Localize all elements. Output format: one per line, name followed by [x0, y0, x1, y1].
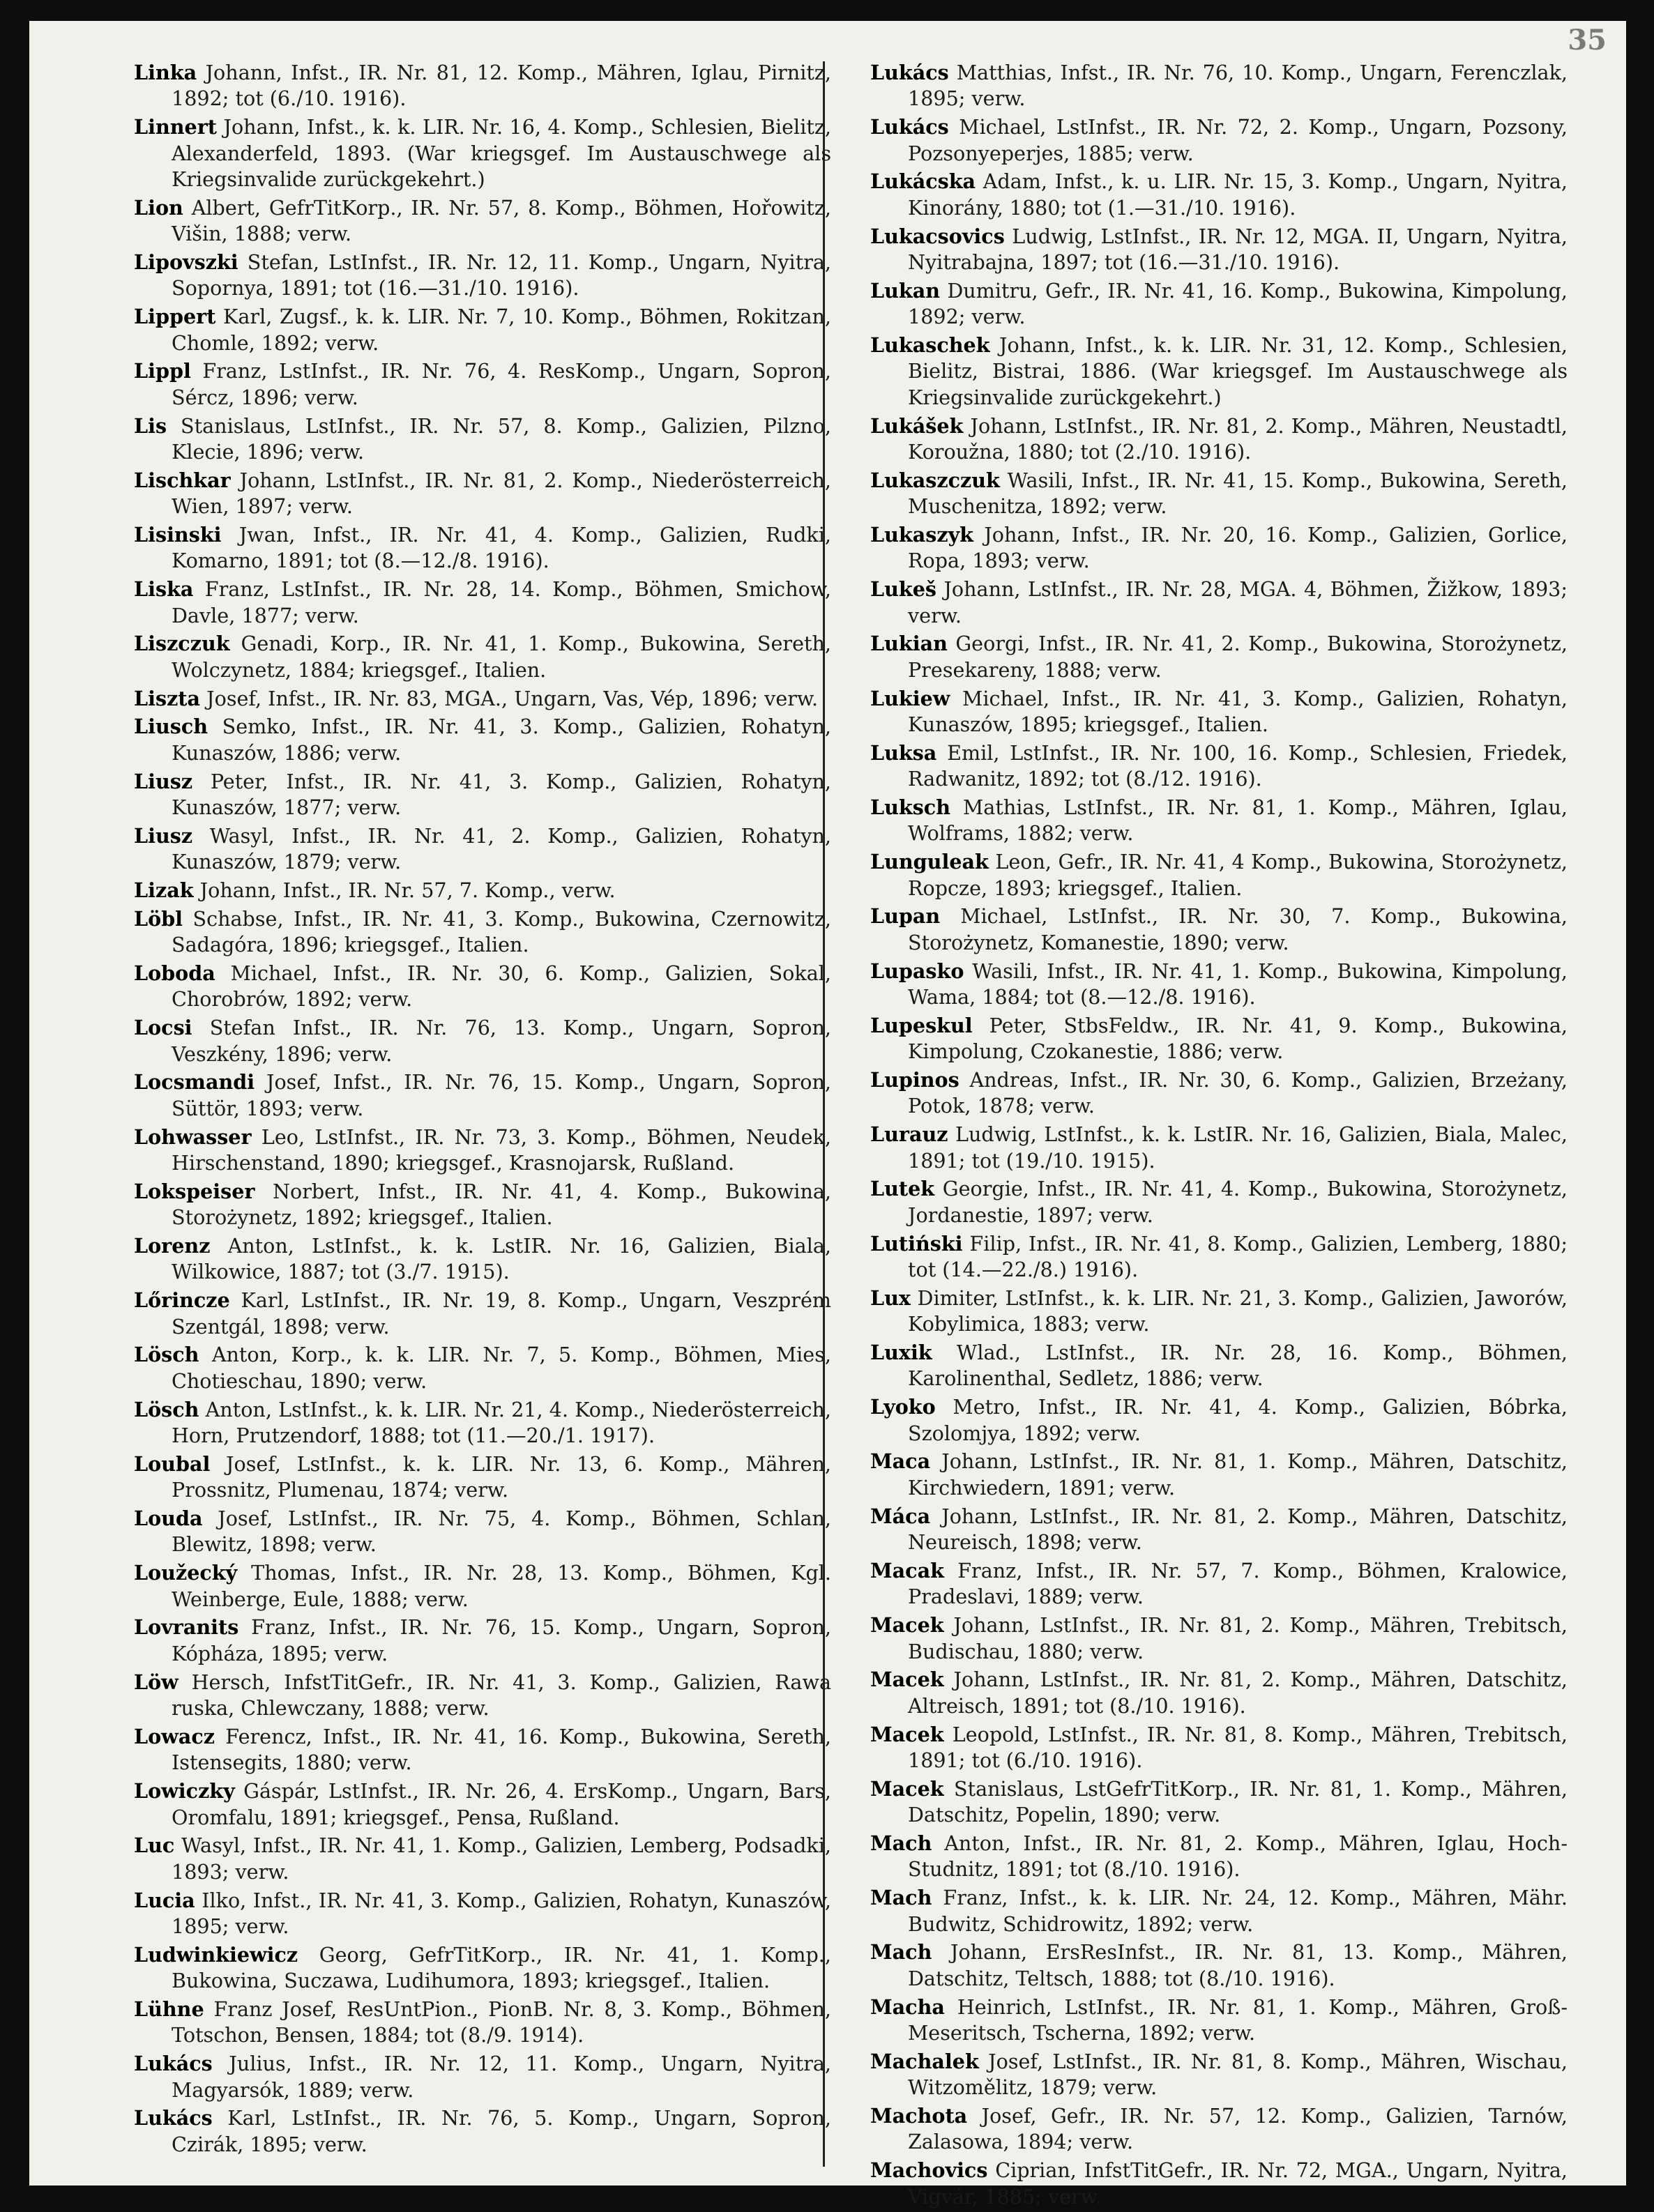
entry-details: Anton, Korp., k. k. LIR. Nr. 7, 5. Komp., Böhmen, Mies, Chotieschau, 1890; verw.	[172, 1343, 831, 1393]
entry-details: Ludwig, LstInfst., k. k. LstIR. Nr. 16, Galizien, Biala, Malec, 1891; tot (19./10. 1915).	[908, 1122, 1568, 1173]
entry-surname: Lösch	[134, 1343, 199, 1367]
register-entry	[870, 1067, 1568, 1120]
entry-surname: Lyoko	[870, 1395, 936, 1419]
entry-surname: Lunguleak	[870, 850, 989, 874]
entry-details: Metro, Infst., IR. Nr. 41, 4. Komp., Galizien, Bóbrka, Szolomjya, 1892; verw.	[908, 1395, 1568, 1445]
register-entry	[870, 468, 1568, 520]
entry-details: Dimiter, LstInfst., k. k. LIR. Nr. 21, 3. Komp., Galizien, Jaworów, Kobylimica, 1883; verw.	[908, 1286, 1568, 1336]
register-entry	[134, 577, 831, 629]
entry-details: Anton, LstInfst., k. k. LstIR. Nr. 16, Galizien, Biala, Wilkowice, 1887; tot (3./7. 1915).	[172, 1234, 831, 1284]
entry-details: Anton, LstInfst., k. k. LIR. Nr. 21, 4. Komp., Niederösterreich, Horn, Prutzendorf, 1888; tot (11.—20./1. 1917).	[172, 1397, 831, 1448]
entry-details: Franz, Infst., k. k. LIR. Nr. 24, 12. Komp., Mähren, Mähr. Budwitz, Schidrowitz, 1892; verw.	[908, 1886, 1568, 1936]
register-entry	[870, 631, 1568, 683]
entry-details: Stefan Infst., IR. Nr. 76, 13. Komp., Ungarn, Sopron, Veszkény, 1896; verw.	[172, 1016, 831, 1066]
entry-details: Dumitru, Gefr., IR. Nr. 41, 16. Komp., Bukowina, Kimpolung, 1892; verw.	[908, 278, 1568, 329]
entry-details: Leon, Gefr., IR. Nr. 41, 4 Komp., Bukowina, Storożynetz, Ropcze, 1893; kriegsgef., Italien.	[908, 850, 1568, 900]
register-entry	[134, 1670, 831, 1722]
entry-surname: Lucia	[134, 1888, 195, 1912]
register-entry	[134, 1069, 831, 1122]
entry-details: Ilko, Infst., IR. Nr. 41, 3. Komp., Galizien, Rohatyn, Kunaszów, 1895; verw.	[172, 1888, 831, 1938]
entry-surname: Luxik	[870, 1341, 932, 1365]
register-entry	[134, 1833, 831, 1885]
register-entry	[870, 2103, 1568, 2156]
entry-details: Johann, ErsResInfst., IR. Nr. 81, 13. Komp., Mähren, Datschitz, Teltsch, 1888; tot (8./10. 1916).	[908, 1940, 1568, 1990]
left-column	[134, 60, 831, 2160]
entry-surname: Lupan	[870, 904, 941, 929]
entry-surname: Lukaschek	[870, 333, 990, 358]
entry-surname: Luksa	[870, 740, 937, 765]
entry-details: Michael, Infst., IR. Nr. 41, 3. Komp., Galizien, Rohatyn, Kunaszów, 1895; kriegsgef., Italien.	[908, 686, 1568, 737]
entry-surname: Lutiński	[870, 1231, 963, 1256]
entry-details: Julius, Infst., IR. Nr. 12, 11. Komp., Ungarn, Nyitra, Magyarsók, 1889; verw.	[172, 2052, 831, 2102]
entry-surname: Luc	[134, 1833, 175, 1858]
entry-details: Johann, Infst., k. k. LIR. Nr. 31, 12. Komp., Schlesien, Bielitz, Bistrai, 1886. (War kriegsgef. Im Austauschwege als Kriegsinvalide zurückgekehrt.)	[908, 333, 1568, 409]
entry-details: Josef, Infst., IR. Nr. 83, MGA., Ungarn, Vas, Vép, 1896; verw.	[200, 686, 819, 710]
entry-surname: Locsi	[134, 1016, 192, 1040]
entry-surname: Luksch	[870, 795, 951, 820]
register-entry	[134, 769, 831, 821]
entry-details: Andreas, Infst., IR. Nr. 30, 6. Komp., Galizien, Brzeżany, Potok, 1878; verw.	[908, 1068, 1568, 1118]
entry-surname: Locsmandi	[134, 1070, 255, 1094]
register-entry	[134, 1615, 831, 1667]
entry-surname: Lupeskul	[870, 1013, 973, 1037]
entry-surname: Lőrincze	[134, 1288, 230, 1313]
entry-details: Ferencz, Infst., IR. Nr. 41, 16. Komp., Bukowina, Sereth, Istensegits, 1880; verw.	[172, 1724, 831, 1775]
entry-details: Georgi, Infst., IR. Nr. 41, 2. Komp., Bukowina, Storożynetz, Presekareny, 1888; verw.	[908, 632, 1568, 682]
entry-surname: Lukan	[870, 278, 941, 303]
entry-details: Josef, LstInfst., IR. Nr. 81, 8. Komp., Mähren, Wischau, Witzomělitz, 1879; verw.	[908, 2049, 1568, 2100]
entry-surname: Macak	[870, 1558, 944, 1582]
entry-details: Hersch, InfstTitGefr., IR. Nr. 41, 3. Komp., Galizien, Rawa ruska, Chlewczany, 1888; verw.	[172, 1670, 831, 1721]
register-entry	[134, 823, 831, 876]
register-entry	[134, 2105, 831, 2158]
register-entry	[870, 2049, 1568, 2101]
entry-details: Josef, Infst., IR. Nr. 76, 15. Komp., Ungarn, Sopron, Süttör, 1893; verw.	[172, 1070, 831, 1120]
entry-surname: Liusch	[134, 715, 208, 739]
entry-surname: Lippl	[134, 359, 191, 383]
register-entry	[870, 333, 1568, 411]
register-entry	[134, 1342, 831, 1394]
entry-details: Norbert, Infst., IR. Nr. 41, 4. Komp., Bukowina, Storożynetz, 1892; kriegsgef., Italien.	[172, 1179, 831, 1230]
entry-details: Johann, LstInfst., IR. Nr. 81, 2. Komp., Mähren, Neustadtl, Koroužna, 1880; tot (2./10. 1916).	[908, 413, 1568, 464]
entry-surname: Mach	[870, 1940, 932, 1965]
entry-surname: Lukian	[870, 632, 948, 656]
entry-details: Michael, Infst., IR. Nr. 30, 6. Komp., Galizien, Sokal, Chorobrów, 1892; verw.	[172, 961, 831, 1012]
register-entry	[134, 1506, 831, 1558]
entry-surname: Lukaszczuk	[870, 468, 1000, 492]
entry-details: Heinrich, LstInfst., IR. Nr. 81, 1. Komp., Mähren, Groß-Meseritsch, Tscherna, 1892; verw.	[908, 1994, 1568, 2045]
register-entry	[134, 358, 831, 411]
register-entry	[870, 1231, 1568, 1283]
register-entry	[134, 1888, 831, 1940]
register-entry	[870, 224, 1568, 276]
entry-details: Ciprian, InfstTitGefr., IR. Nr. 72, MGA., Ungarn, Nyitra, Vigvár, 1885; verw.	[908, 2158, 1568, 2209]
entry-details: Emil, LstInfst., IR. Nr. 100, 16. Komp., Schlesien, Friedek, Radwanitz, 1892; tot (8./12. 1916).	[908, 740, 1568, 791]
entry-surname: Lukács	[870, 115, 949, 139]
entry-surname: Lukácska	[870, 169, 976, 194]
entry-details: Peter, Infst., IR. Nr. 41, 3. Komp., Galizien, Rohatyn, Kunaszów, 1877; verw.	[172, 769, 831, 820]
entry-surname: Lukiew	[870, 686, 950, 710]
entry-details: Franz, LstInfst., IR. Nr. 28, 14. Komp., Böhmen, Smichow, Davle, 1877; verw.	[172, 577, 831, 627]
entry-surname: Löw	[134, 1670, 179, 1694]
entry-details: Johann, Infst., IR. Nr. 81, 12. Komp., Mähren, Iglau, Pirnitz, 1892; tot (6./10. 1916).	[172, 61, 831, 111]
entry-details: Franz, LstInfst., IR. Nr. 76, 4. ResKomp., Ungarn, Sopron, Sércz, 1896; verw.	[172, 359, 831, 409]
register-entry	[134, 878, 831, 903]
entry-surname: Ludwinkiewicz	[134, 1942, 298, 1967]
register-entry	[870, 959, 1568, 1011]
register-entry	[134, 1451, 831, 1504]
register-entry	[870, 1176, 1568, 1228]
register-entry	[870, 903, 1568, 956]
entry-details: Wasili, Infst., IR. Nr. 41, 1. Komp., Bukowina, Kimpolung, Wama, 1884; tot (8.—12./8. 1916).	[908, 959, 1568, 1009]
entry-surname: Loubal	[134, 1451, 211, 1476]
entry-surname: Machovics	[870, 2158, 988, 2183]
entry-surname: Lohwasser	[134, 1124, 252, 1149]
register-entry	[870, 1394, 1568, 1447]
register-entry	[870, 1776, 1568, 1829]
register-entry	[870, 1667, 1568, 1719]
entry-surname: Mach	[870, 1831, 932, 1855]
register-entry	[134, 195, 831, 247]
entry-surname: Liusz	[134, 769, 193, 793]
register-entry	[134, 1397, 831, 1449]
register-entry	[134, 522, 831, 574]
entry-details: Johann, LstInfst., IR. Nr. 81, 2. Komp., Mähren, Datschitz, Altreisch, 1891; tot (8./10. 1916).	[908, 1668, 1568, 1718]
entry-surname: Lukács	[134, 2052, 213, 2076]
entry-details: Mathias, LstInfst., IR. Nr. 81, 1. Komp., Mähren, Iglau, Wolframs, 1882; verw.	[908, 795, 1568, 846]
entry-surname: Lowacz	[134, 1724, 215, 1748]
entry-details: Karl, LstInfst., IR. Nr. 19, 8. Komp., Ungarn, Veszprém Szentgál, 1898; verw.	[172, 1288, 831, 1338]
entry-surname: Loužecký	[134, 1561, 238, 1585]
entry-surname: Linka	[134, 61, 197, 84]
entry-surname: Liska	[134, 577, 194, 602]
entry-surname: Macek	[870, 1776, 944, 1801]
entry-surname: Lippert	[134, 305, 216, 329]
entry-details: Filip, Infst., IR. Nr. 41, 8. Komp., Galizien, Lemberg, 1880; tot (14.—22./8.) 1916).	[908, 1231, 1568, 1282]
register-entry	[870, 413, 1568, 466]
register-entry	[870, 849, 1568, 901]
entry-surname: Lukaszyk	[870, 523, 973, 547]
right-column	[870, 60, 1568, 2212]
entry-details: Johann, LstInfst., IR. Nr. 81, 2. Komp., Niederösterreich, Wien, 1897; verw.	[172, 468, 831, 519]
entry-surname: Lukács	[134, 2106, 213, 2130]
entry-surname: Lurauz	[870, 1122, 948, 1147]
entry-details: Johann, LstInfst., IR. Nr. 81, 2. Komp., Mähren, Datschitz, Neureisch, 1898; verw.	[908, 1504, 1568, 1555]
entry-details: Stefan, LstInfst., IR. Nr. 12, 11. Komp., Ungarn, Nyitra, Sopornya, 1891; tot (16.—31./10. 1916).	[172, 250, 831, 300]
entry-details: Peter, StbsFeldw., IR. Nr. 41, 9. Komp., Bukowina, Kimpolung, Czokanestie, 1886; verw.	[908, 1013, 1568, 1064]
entry-surname: Machalek	[870, 2049, 979, 2073]
entry-surname: Lukeš	[870, 577, 936, 602]
entry-surname: Macek	[870, 1668, 944, 1692]
entry-details: Josef, LstInfst., k. k. LIR. Nr. 13, 6. Komp., Mähren, Prossnitz, Plumenau, 1874; verw.	[172, 1451, 831, 1502]
register-entry	[870, 1286, 1568, 1338]
entry-details: Franz Josef, ResUntPion., PionB. Nr. 8, 3. Komp., Böhmen, Totschon, Bensen, 1884; tot (8./9. 1914).	[172, 1997, 831, 2047]
entry-surname: Lukášek	[870, 413, 964, 438]
register-entry	[134, 906, 831, 959]
entry-details: Johann, Infst., IR. Nr. 20, 16. Komp., Galizien, Gorlice, Ropa, 1893; verw.	[908, 523, 1568, 573]
register-entry	[134, 1560, 831, 1612]
register-entry	[870, 1885, 1568, 1937]
register-entry	[870, 522, 1568, 574]
entry-surname: Lipovszki	[134, 250, 238, 275]
entry-details: Johann, Infst., k. k. LIR. Nr. 16, 4. Komp., Schlesien, Bielitz, Alexanderfeld, 1893. (War kriegsgef. Im Austauschwege als Kriegsinvalide zurückgekehrt.)	[172, 115, 831, 192]
register-entry	[870, 795, 1568, 847]
register-entry	[134, 1233, 831, 1286]
register-entry	[134, 1778, 831, 1831]
entry-details: Ludwig, LstInfst., IR. Nr. 12, MGA. II, Ungarn, Nyitra, Nyitrabajna, 1897; tot (16.—31./10. 1916).	[908, 224, 1568, 275]
register-entry	[134, 2051, 831, 2103]
entry-surname: Lis	[134, 413, 167, 438]
register-entry	[134, 686, 831, 712]
entry-details: Stanislaus, LstInfst., IR. Nr. 57, 8. Komp., Galizien, Pilzno, Klecie, 1896; verw.	[167, 413, 831, 464]
entry-details: Wlad., LstInfst., IR. Nr. 28, 16. Komp., Böhmen, Karolinenthal, Sedletz, 1886; verw.	[908, 1341, 1568, 1391]
register-entry	[870, 169, 1568, 221]
entry-surname: Macha	[870, 1994, 945, 2019]
entry-details: Wasyl, Infst., IR. Nr. 41, 1. Komp., Galizien, Lemberg, Podsadki, 1893; verw.	[172, 1833, 831, 1884]
entry-surname: Lühne	[134, 1997, 204, 2021]
register-entry	[870, 1558, 1568, 1610]
entry-details: Johann, LstInfst., IR. Nr. 81, 2. Komp., Mähren, Trebitsch, Budischau, 1880; verw.	[908, 1613, 1568, 1663]
entry-surname: Lukacsovics	[870, 224, 1005, 248]
register-entry	[870, 1939, 1568, 1992]
entry-surname: Liszczuk	[134, 632, 230, 656]
entry-surname: Macek	[870, 1613, 944, 1638]
entry-details: Wasili, Infst., IR. Nr. 41, 15. Komp., Bukowina, Sereth, Muschenitza, 1892; verw.	[908, 468, 1568, 519]
entry-surname: Mach	[870, 1886, 932, 1910]
entry-surname: Lutek	[870, 1177, 935, 1201]
register-entry	[870, 1612, 1568, 1665]
register-entry	[870, 278, 1568, 330]
register-entry	[870, 1122, 1568, 1174]
entry-details: Michael, LstInfst., IR. Nr. 72, 2. Komp., Ungarn, Pozsony, Pozsonyeperjes, 1885; verw.	[908, 115, 1568, 165]
register-entry	[134, 1015, 831, 1067]
entry-surname: Macek	[870, 1722, 944, 1746]
register-entry	[134, 1288, 831, 1340]
register-entry	[870, 1449, 1568, 1501]
entry-surname: Liusz	[134, 823, 193, 848]
entry-surname: Lupasko	[870, 959, 964, 983]
entry-details: Jwan, Infst., IR. Nr. 41, 4. Komp., Galizien, Rudki, Komarno, 1891; tot (8.—12./8. 1916).	[172, 523, 831, 573]
entry-surname: Lisinski	[134, 523, 222, 547]
entry-details: Schabse, Infst., IR. Nr. 41, 3. Komp., Bukowina, Czernowitz, Sadagóra, 1896; kriegsgef., Italien.	[172, 906, 831, 957]
entry-surname: Lux	[870, 1286, 911, 1310]
entry-details: Adam, Infst., k. u. LIR. Nr. 15, 3. Komp., Ungarn, Nyitra, Kinorány, 1880; tot (1.—31./10. 1916).	[908, 169, 1568, 220]
register-entry	[870, 686, 1568, 738]
entry-details: Johann, Infst., IR. Nr. 57, 7. Komp., verw.	[193, 878, 616, 903]
entry-surname: Liszta	[134, 686, 201, 710]
register-entry	[870, 60, 1568, 112]
register-entry	[134, 714, 831, 766]
entry-surname: Linnert	[134, 115, 218, 139]
entry-details: Franz, Infst., IR. Nr. 76, 15. Komp., Ungarn, Sopron, Kópháza, 1895; verw.	[172, 1615, 831, 1665]
entry-surname: Maca	[870, 1449, 931, 1474]
register-entry	[870, 1504, 1568, 1556]
register-entry	[134, 1179, 831, 1231]
entry-details: Leo, LstInfst., IR. Nr. 73, 3. Komp., Böhmen, Neudek, Hirschenstand, 1890; kriegsgef., Krasnojarsk, Rußland.	[172, 1124, 831, 1175]
entry-surname: Lösch	[134, 1397, 199, 1421]
entry-details: Georgie, Infst., IR. Nr. 41, 4. Komp., Bukowina, Storożynetz, Jordanestie, 1897; verw.	[908, 1177, 1568, 1227]
entry-surname: Lupinos	[870, 1068, 959, 1092]
register-entry	[134, 304, 831, 356]
entry-details: Leopold, LstInfst., IR. Nr. 81, 8. Komp., Mähren, Trebitsch, 1891; tot (6./10. 1916).	[908, 1722, 1568, 1772]
register-entry	[870, 1340, 1568, 1392]
entry-details: Albert, GefrTitKorp., IR. Nr. 57, 8. Komp., Böhmen, Hořowitz, Višin, 1888; verw.	[172, 195, 831, 246]
entry-details: Josef, LstInfst., IR. Nr. 75, 4. Komp., Böhmen, Schlan, Blewitz, 1898; verw.	[172, 1507, 831, 1557]
entry-details: Franz, Infst., IR. Nr. 57, 7. Komp., Böhmen, Kralowice, Pradeslavi, 1889; verw.	[908, 1558, 1568, 1609]
entry-surname: Lischkar	[134, 468, 231, 492]
entry-details: Michael, LstInfst., IR. Nr. 30, 7. Komp., Bukowina, Storożynetz, Komanestie, 1890; verw.	[908, 904, 1568, 954]
register-entry	[134, 1997, 831, 2049]
register-entry	[134, 60, 831, 112]
entry-surname: Lizak	[134, 878, 194, 903]
register-entry	[870, 1013, 1568, 1065]
entry-surname: Löbl	[134, 906, 183, 931]
entry-details: Semko, Infst., IR. Nr. 41, 3. Komp., Galizien, Rohatyn, Kunaszów, 1886; verw.	[172, 715, 831, 765]
entry-details: Gáspár, LstInfst., IR. Nr. 26, 4. ErsKomp., Ungarn, Bars, Oromfalu, 1891; kriegsgef., Pensa, Rußland.	[172, 1779, 831, 1829]
register-entry	[870, 740, 1568, 793]
register-entry	[134, 413, 831, 466]
entry-details: Matthias, Infst., IR. Nr. 76, 10. Komp., Ungarn, Ferenczlak, 1895; verw.	[908, 61, 1568, 111]
register-entry	[870, 1722, 1568, 1774]
entry-surname: Lion	[134, 195, 183, 220]
register-entry	[134, 631, 831, 683]
entry-surname: Lokspeiser	[134, 1179, 255, 1203]
register-entry	[134, 250, 831, 302]
entry-details: Karl, LstInfst., IR. Nr. 76, 5. Komp., Ungarn, Sopron, Czirák, 1895; verw.	[172, 2106, 831, 2156]
entry-surname: Lowiczky	[134, 1779, 235, 1803]
entry-details: Genadi, Korp., IR. Nr. 41, 1. Komp., Bukowina, Sereth, Wolczynetz, 1884; kriegsgef., Italien.	[172, 632, 831, 682]
entry-details: Georg, GefrTitKorp., IR. Nr. 41, 1. Komp., Bukowina, Suczawa, Ludihumora, 1893; kriegsgef., Italien.	[172, 1942, 831, 1993]
entry-surname: Machota	[870, 2103, 968, 2128]
entry-surname: Lukács	[870, 61, 949, 84]
entry-surname: Máca	[870, 1504, 931, 1528]
entry-surname: Loboda	[134, 961, 215, 986]
entry-details: Karl, Zugsf., k. k. LIR. Nr. 7, 10. Komp., Böhmen, Rokitzan, Chomle, 1892; verw.	[172, 305, 831, 355]
entry-details: Thomas, Infst., IR. Nr. 28, 13. Komp., Böhmen, Kgl. Weinberge, Eule, 1888; verw.	[172, 1561, 831, 1611]
entry-surname: Lorenz	[134, 1234, 211, 1258]
entry-surname: Lovranits	[134, 1615, 239, 1640]
register-entry	[134, 114, 831, 192]
page-number: 35	[1568, 24, 1607, 56]
register-entry	[870, 577, 1568, 629]
register-entry	[134, 961, 831, 1013]
register-entry	[134, 468, 831, 520]
entry-details: Johann, LstInfst., IR. Nr. 28, MGA. 4, Böhmen, Žižkow, 1893; verw.	[908, 577, 1568, 627]
register-entry	[134, 1124, 831, 1177]
document-page	[29, 21, 1626, 2209]
entry-details: Stanislaus, LstGefrTitKorp., IR. Nr. 81, 1. Komp., Mähren, Datschitz, Popelin, 1890; verw.	[908, 1776, 1568, 1827]
register-entry	[870, 1994, 1568, 2047]
entry-surname: Louda	[134, 1507, 203, 1531]
register-entry	[870, 114, 1568, 167]
entry-details: Anton, Infst., IR. Nr. 81, 2. Komp., Mähren, Iglau, Hoch-Studnitz, 1891; tot (8./10. 1916).	[908, 1831, 1568, 1882]
entry-details: Josef, Gefr., IR. Nr. 57, 12. Komp., Galizien, Tarnów, Zalasowa, 1894; verw.	[908, 2103, 1568, 2154]
register-entry	[134, 1724, 831, 1776]
entry-details: Wasyl, Infst., IR. Nr. 41, 2. Komp., Galizien, Rohatyn, Kunaszów, 1879; verw.	[172, 823, 831, 874]
entry-details: Johann, LstInfst., IR. Nr. 81, 1. Komp., Mähren, Datschitz, Kirchwiedern, 1891; verw.	[908, 1449, 1568, 1500]
register-entry	[134, 1942, 831, 1994]
register-entry	[870, 2158, 1568, 2210]
register-entry	[870, 1831, 1568, 1883]
